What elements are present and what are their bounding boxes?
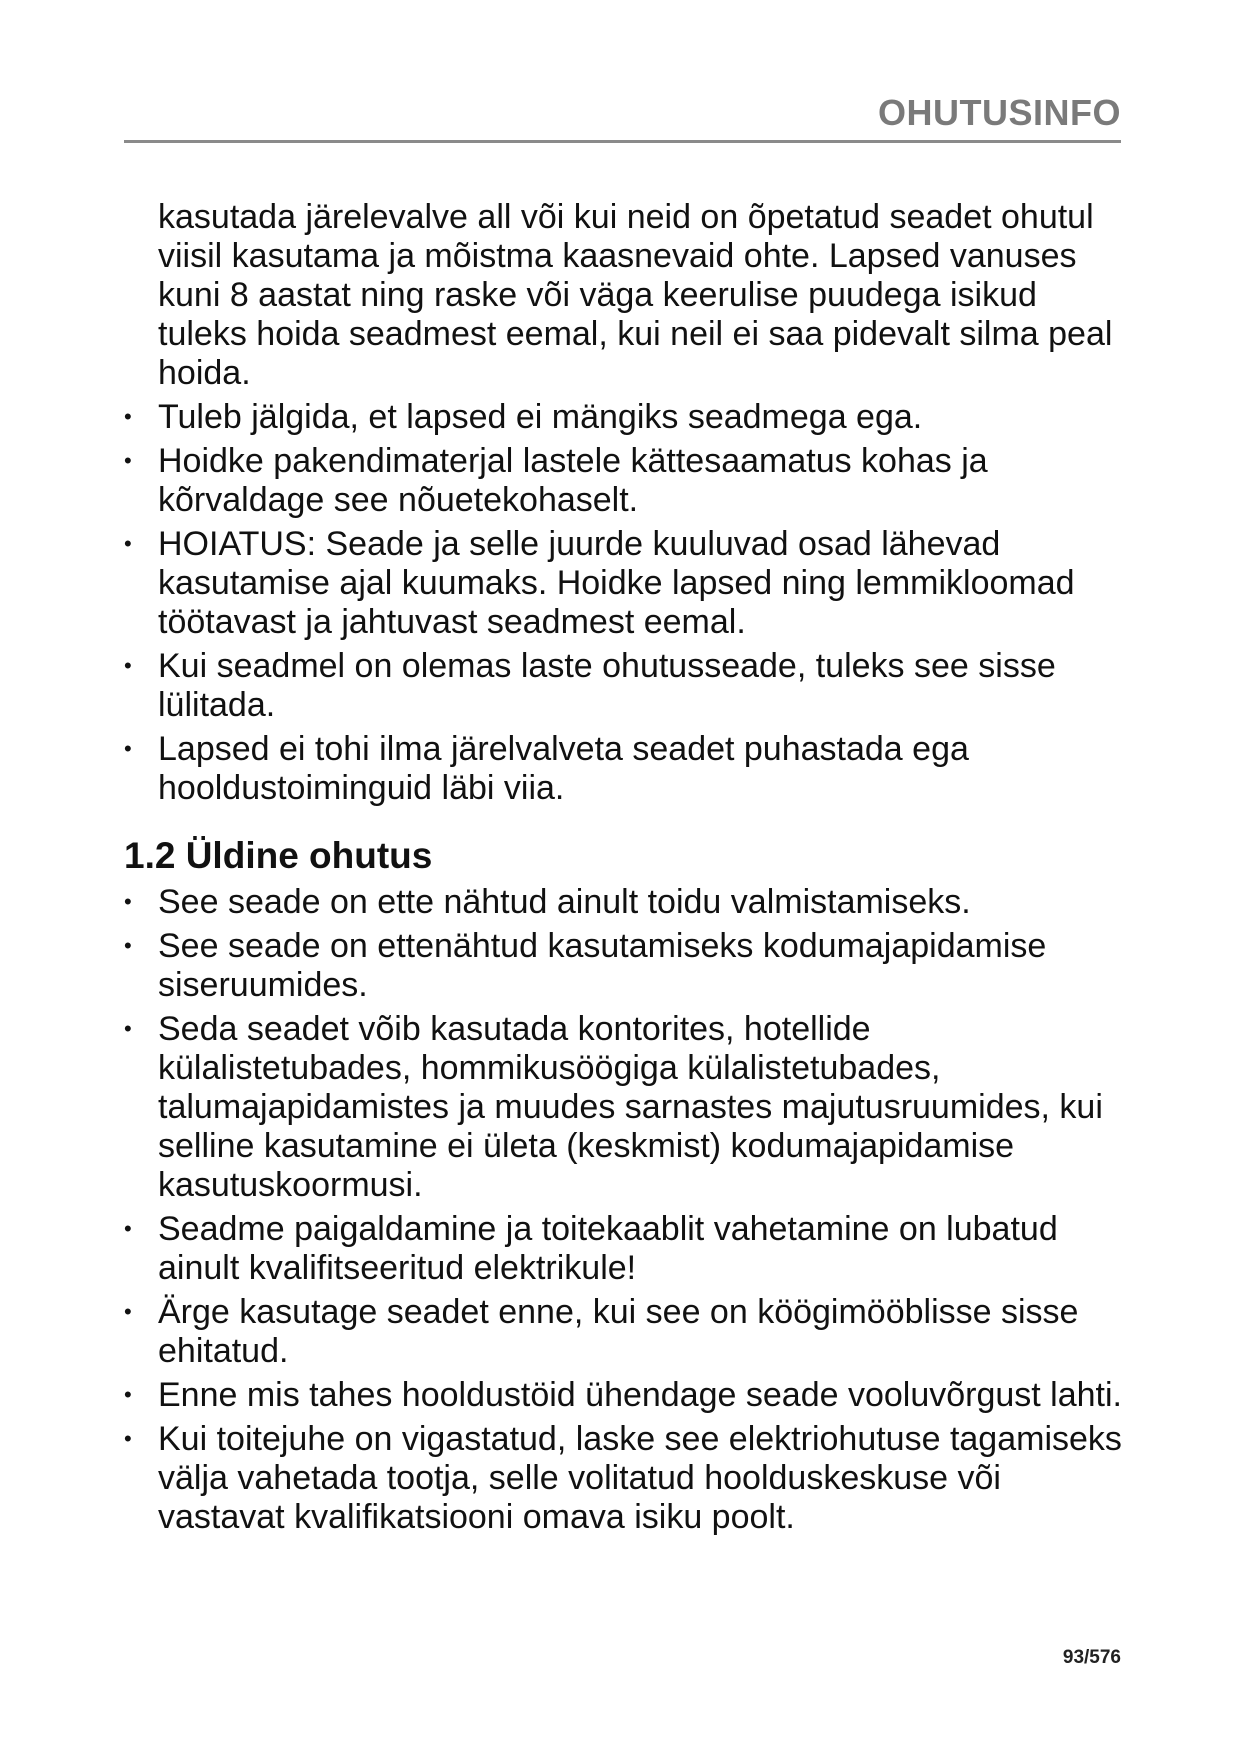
list-item: [124, 1210, 1129, 1288]
list-item-text: • Tuleb jälgida, et lapsed ei mängiks seadmega ega.: [158, 398, 923, 436]
list-item-text: • HOIATUS: Seade ja selle juurde kuuluvad osad lähevad kasutamise ajal kuumaks. Hoidke lapsed ning lemmikloomad töötavast ja jahtuvast seadmest eemal.: [158, 525, 1075, 641]
list-item: [124, 1010, 1129, 1205]
list-item: [124, 730, 1129, 808]
list-item: [124, 883, 1129, 922]
list-item-text: • See seade on ettenähtud kasutamiseks kodumajapidamise siseruumides.: [158, 927, 1047, 1004]
section-heading: 1.2 Üldine ohutus: [124, 835, 433, 876]
continued-paragraph: kasutada järelevalve all või kui neid on õpetatud seadet ohutul viisil kasutama ja mõistma kaasnevaid ohte. Lapsed vanuses kuni 8 aastat ning raske või väga keerulise puudega isikud tuleks hoida seadmest eemal, kui neil ei saa pidevalt silma peal hoida.: [158, 198, 1113, 392]
list-item-text: • Hoidke pakendimaterjal lastele kättesaamatus kohas ja kõrvaldage see nõuetekohaselt.: [158, 442, 988, 519]
header-title: OHUTUSINFO: [878, 92, 1121, 133]
list-item: [124, 1376, 1129, 1415]
child-safety-list: [124, 398, 1129, 808]
header-divider: [124, 140, 1121, 143]
list-item-text: • Kui seadmel on olemas laste ohutusseade, tuleks see sisse lülitada.: [158, 647, 1056, 724]
list-item: [124, 442, 1129, 520]
list-item-text: • See seade on ette nähtud ainult toidu valmistamiseks.: [158, 883, 971, 921]
list-item: [124, 1293, 1129, 1371]
list-item-text: • Ärge kasutage seadet enne, kui see on köögimööblisse sisse ehitatud.: [158, 1293, 1079, 1370]
list-item: [124, 398, 1129, 437]
list-item: [124, 1420, 1129, 1537]
page-number: 93/576: [1062, 1647, 1121, 1668]
list-item-text: • Enne mis tahes hooldustöid ühendage seade vooluvõrgust lahti.: [158, 1376, 1123, 1414]
list-item-text: • Seda seadet võib kasutada kontorites, hotellide külalistetubades, hommikusöögiga külalistetubades, talumajapidamistes ja muudes sarnastes majutusruumides, kui selline kasutamine ei ületa (keskmist) kodumajapidamise kasutuskoormusi.: [158, 1010, 1103, 1204]
list-item-text: • Lapsed ei tohi ilma järelvalveta seadet puhastada ega hooldustoiminguid läbi viia.: [158, 730, 969, 807]
list-item-text: • Kui toitejuhe on vigastatud, laske see elektriohutuse tagamiseks välja vahetada tootja, selle volitatud hoolduskeskuse või vastavat kvalifikatsiooni omava isiku poolt.: [158, 1420, 1122, 1536]
list-item: [124, 927, 1129, 1005]
list-item: [124, 525, 1129, 642]
list-item: [124, 647, 1129, 725]
list-item-text: • Seadme paigaldamine ja toitekaablit vahetamine on lubatud ainult kvalifitseeritud elektrikule!: [158, 1210, 1058, 1287]
general-safety-list: [124, 883, 1129, 1537]
page-content: [124, 198, 1129, 1542]
